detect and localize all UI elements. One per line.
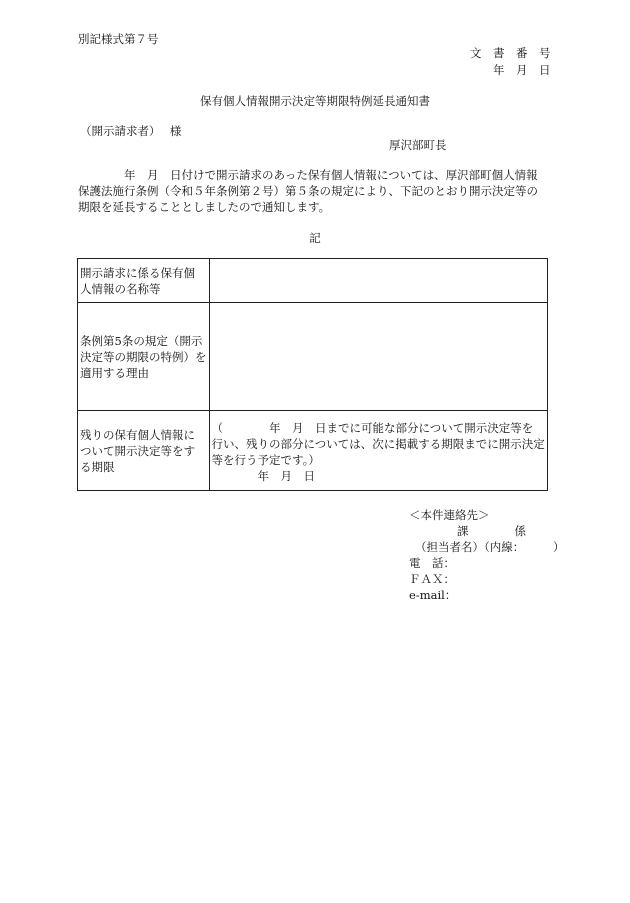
row-content-reason bbox=[209, 303, 547, 411]
label-line: 適用する理由 bbox=[80, 365, 149, 380]
table-row bbox=[78, 259, 548, 303]
contact-phone: 電 話： bbox=[409, 556, 455, 570]
table-row bbox=[78, 303, 548, 411]
content-line: 等を行う予定です。） bbox=[211, 452, 320, 467]
contact-person: （担当者名）（内線： ） bbox=[415, 540, 565, 554]
document-number-label: 文 書 番 号 bbox=[470, 46, 551, 60]
row-label-deadline bbox=[78, 411, 210, 491]
contact-fax: ＦＡＸ： bbox=[409, 572, 455, 586]
label-line: 開示請求に係る保有個 bbox=[80, 265, 195, 280]
contact-email: e-mail： bbox=[409, 588, 457, 602]
body-line: 年 月 日付けで開示請求のあった保有個人情報については、厚沢部町個人情報 bbox=[124, 168, 538, 182]
label-line: 残りの保有個人情報に bbox=[80, 427, 195, 442]
form-number: 別記様式第７号 bbox=[78, 32, 159, 46]
document-title: 保有個人情報開示決定等期限特例延長通知書 bbox=[200, 94, 430, 108]
detail-table bbox=[77, 258, 548, 491]
label-line: 人情報の名称等 bbox=[80, 281, 161, 296]
row-content-target-info bbox=[209, 259, 547, 303]
ki-marker: 記 bbox=[309, 231, 321, 245]
label-line: 決定等の期限の特例）を bbox=[80, 349, 207, 364]
requester-addressee: （開示請求者） 様 bbox=[80, 124, 182, 138]
label-line: る期限 bbox=[80, 459, 115, 474]
notice-body bbox=[78, 167, 552, 215]
sender-name: 厚沢部町長 bbox=[389, 138, 447, 152]
contact-heading: ＜本件連絡先＞ bbox=[409, 508, 490, 522]
label-line: ついて開示決定等をす bbox=[80, 443, 195, 458]
row-label-target-info bbox=[78, 259, 210, 303]
body-line: 保護法施行条例（令和５年条例第２号）第５条の規定により、下記のとおり開示決定等の bbox=[78, 184, 538, 198]
content-line: （ 年 月 日までに可能な部分について開示決定等を bbox=[211, 420, 534, 435]
label-line: 条例第5条の規定（開示 bbox=[80, 333, 203, 348]
contact-block bbox=[409, 507, 565, 603]
body-line: 期限を延長することとしましたので通知します。 bbox=[78, 200, 331, 214]
row-content-deadline bbox=[209, 411, 547, 491]
content-line: 年 月 日 bbox=[257, 468, 315, 483]
document-date-label: 年 月 日 bbox=[493, 63, 551, 77]
contact-section: 課 係 bbox=[457, 524, 526, 538]
table-row bbox=[78, 411, 548, 491]
content-line: 行い、残りの部分については、次に掲載する期限までに開示決定 bbox=[211, 436, 545, 451]
row-label-reason bbox=[78, 303, 210, 411]
